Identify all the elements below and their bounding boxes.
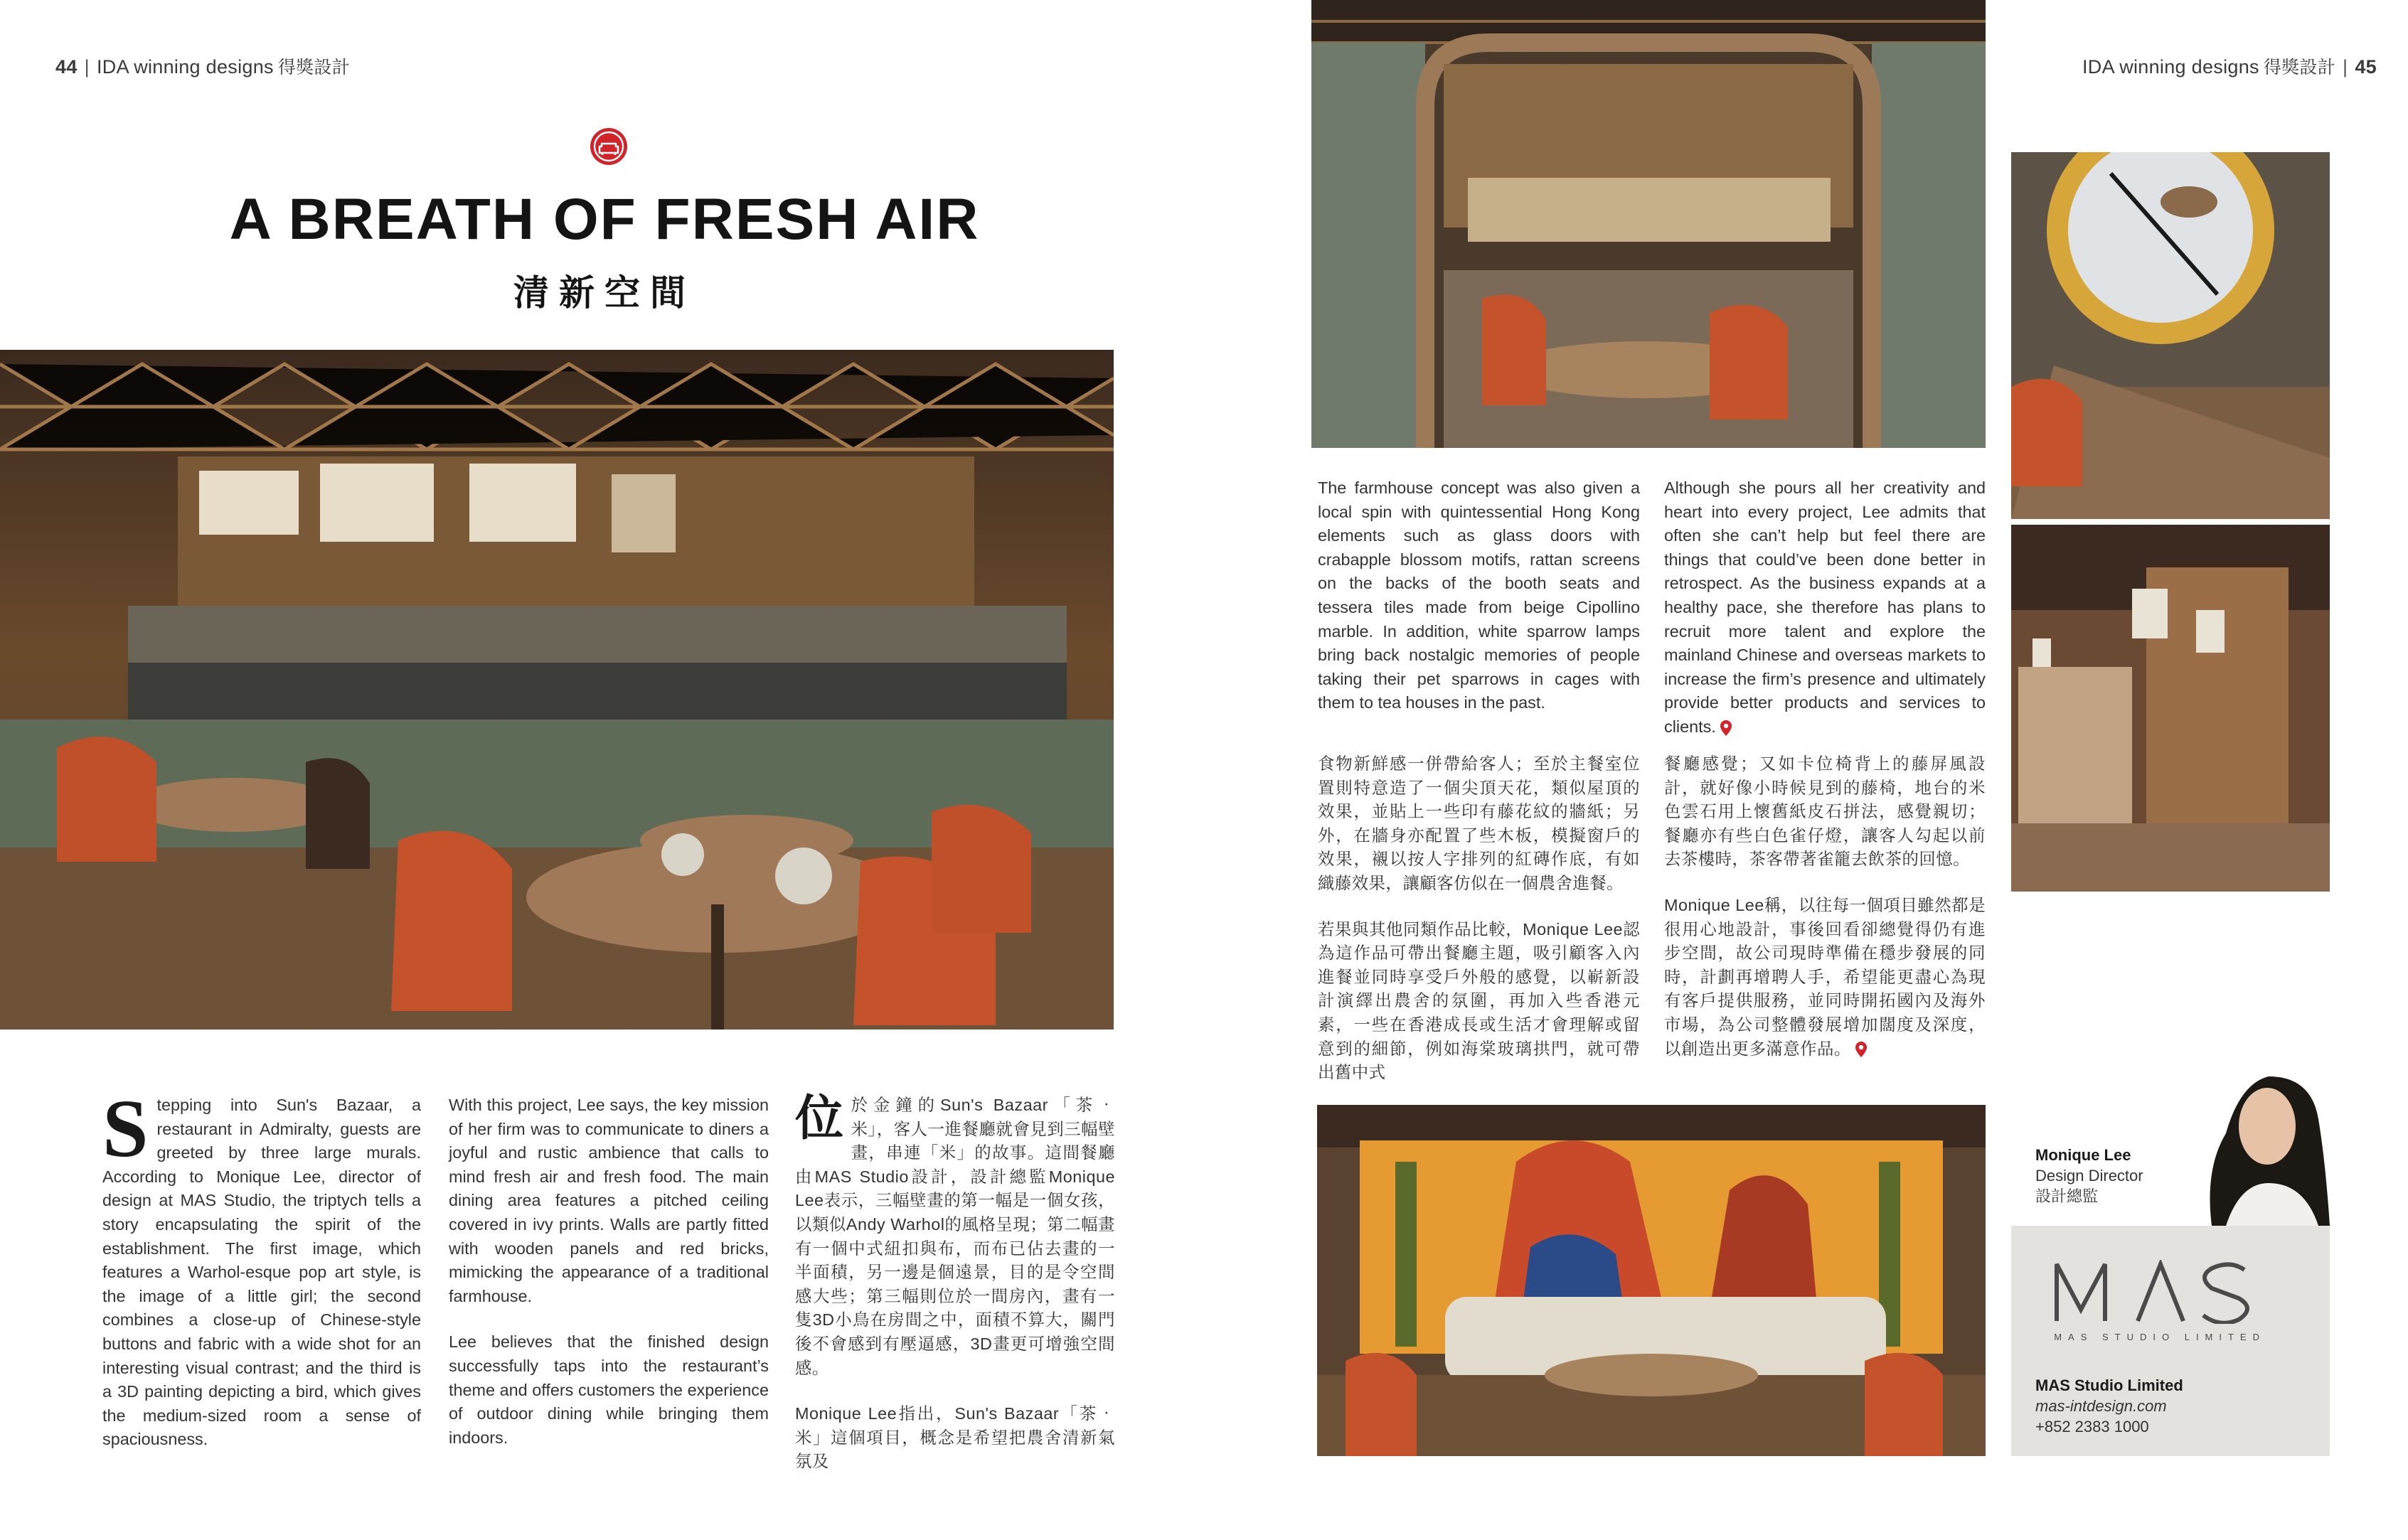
section-label-zh: 得獎設計 [277,58,351,77]
col-6-para-1: 食物新鮮感一併帶給客人；至於主餐室位置則特意造了一個尖頂天花，類似屋頂的效果，並貼上一些印有藤花紋的牆紙；另外，在牆身亦配置了些木板，模擬窗戶的效果，襯以按人字排列的紅磚作底，有如織藤效果，讓顧客仿似在一個農舍進餐。 [1318,754,1640,892]
designer-title: Design Director [2035,1167,2143,1185]
article-col-1 [102,1084,421,1452]
mas-logo [2052,1260,2266,1342]
page-title: A BREATH OF FRESH AIR [229,187,980,252]
restaurant-photo-main [0,350,1114,1030]
col-7-para-1: 餐廳感覺；又如卡位椅背上的藤屏風設計，就好像小時候見到的藤椅，地台的米色雲石用上懷舊紙皮石拼法，感覺親切；餐廳亦有些白色雀仔燈，讓客人勾起以前去茶樓時，茶客帶著雀籠去飲茶的回憶。 [1664,754,1986,869]
article-col-3 [795,1093,1115,1496]
company-website[interactable]: mas-intdesign.com [2035,1397,2167,1415]
restaurant-photo-bird-mural [2011,152,2330,519]
col-3-para-1: 於金鐘的Sun's Bazaar「茶‧米」，客人一進餐廳就會見到三幅壁畫，串連「米」的故事。這間餐廳由MAS Studio設計，設計總監Monique Lee表示，三幅壁畫的第一幅是一個女孩，以類似Andy Warhol的風格呈現；第二幅畫有一個中式紐扣與布，而布已佔去畫的一半面積，另一邊是個遠景，目的是令空間感大些；第三幅則位於一間房內，畫有一隻3D小鳥在房間之中，面積不算大，關門後不會感到有壓逼感，3D畫更可增強空間感。 [795,1096,1115,1377]
col-2-para-2: Lee believes that the finished design successfully taps into the restaurant’s theme and offers customers the experience of outdoor dining while bringing them indoors. [449,1332,769,1447]
right-folio: IDA winning designs 得獎設計 | 45 [2082,56,2377,77]
designer-title-zh: 設計總監 [2035,1187,2099,1205]
location-pin-icon [1720,720,1732,736]
section-label: IDA winning designs [96,56,274,77]
col-2-para-1: With this project, Lee says, the key mission of her firm was to communicate to diners a joyful and rustic ambience that calls to mind fresh air and fresh food. The main dining area features a pitched ceiling covered in ivy prints. Walls are partly fitted with wooden panels and red bricks, mimicking the appearance of a traditional farmhouse. [449,1096,769,1305]
company-name: MAS Studio Limited [2035,1376,2183,1394]
article-col-2 [449,1093,769,1472]
dropcap-zh: 位 [795,1091,844,1145]
designer-caption [2035,1145,2143,1207]
page-title-zh: 清新空間 [513,273,696,313]
mas-logo-icon [2052,1260,2266,1324]
section-label-zh: 得獎設計 [2263,58,2336,77]
article-col-5 [1664,476,1986,739]
article-col-4 [1318,476,1640,715]
designer-name: Monique Lee [2035,1146,2131,1164]
dropcap: S [102,1084,149,1175]
col-1-text: tepping into Sun's Bazaar, a restaurant in Admiralty, guests are greeted by three large murals. According to Monique Lee, director of design at MAS Studio, the triptych tells a story encapsulating the spirit of the establishment. The first image, which features a Warhol-esque pop art style, is the image of a little girl; the second combines a close-up of Chinese-style buttons and fabric with a wide shot for an interesting visual contrast; and the third is a 3D painting depicting a bird, which gives the medium-sized room a sense of spaciousness. [102,1096,421,1449]
col-3-para-2: Monique Lee指出，Sun's Bazaar「茶‧米」這個項目，概念是希望把農舍清新氣氛及 [795,1404,1115,1471]
article-col-7 [1664,752,1986,1083]
section-label: IDA winning designs [2082,56,2259,77]
logo-subtitle: MAS STUDIO LIMITED [2054,1332,2266,1342]
col-7-para-2: Monique Lee稱，以往每一個項目雖然都是很用心地設計，事後回看卻總覺得仍有進步空間，故公司現時準備在穩步發展的同時，計劃再增聘人手，希望能更盡心為現有客戶提供服務，並同時開拓國內及海外市場，為公司整體發展增加闊度及深度，以創造出更多滿意作品。 [1664,895,1986,1058]
company-card [2011,1226,2330,1456]
designer-portrait [2183,1048,2330,1226]
company-phone: +852 2383 1000 [2035,1418,2149,1435]
page-number: 45 [2355,56,2377,77]
col-6-para-2: 若果與其他同類作品比較，Monique Lee認為這作品可帶出餐廳主題，吸引顧客入內進餐並同時享受戶外般的感覺，以嶄新設計演繹出農舍的氛圍，再加入些香港元素，一些在香港成長或生活才會理解或留意到的細節，例如海棠玻璃拱門，就可帶出舊中式 [1318,919,1640,1082]
article-col-6 [1318,752,1640,1107]
sofa-badge-icon [589,127,629,166]
col-4-text: The farmhouse concept was also given a local spin with quintessential Hong Kong elements such as glass doors with crabapple blossom motifs, rattan screens on the backs of the booth seats and tessera tiles made from beige Cipollino marble. In addition, white sparrow lamps bring back nostalgic memories of people taking their pet sparrows in cages with them to tea houses in the past. [1318,478,1640,712]
page-number: 44 [55,56,78,77]
left-folio: 44 | IDA winning designs 得獎設計 [55,56,351,77]
restaurant-photo-mural [1317,1105,1986,1456]
restaurant-photo-arch [1311,0,1986,448]
restaurant-photo-booths [2011,525,2330,892]
col-5-text: Although she pours all her creativity and heart into every project, Lee admits that often she can’t help but feel there are things that could’ve been done better in retrospect. As the business expands at a healthy pace, she therefore has plans to recruit more talent and explore the mainland Chinese and overseas markets to increase the firm’s presence and ultimately provide better products and services to clients. [1664,478,1986,736]
location-pin-icon [1855,1042,1867,1057]
